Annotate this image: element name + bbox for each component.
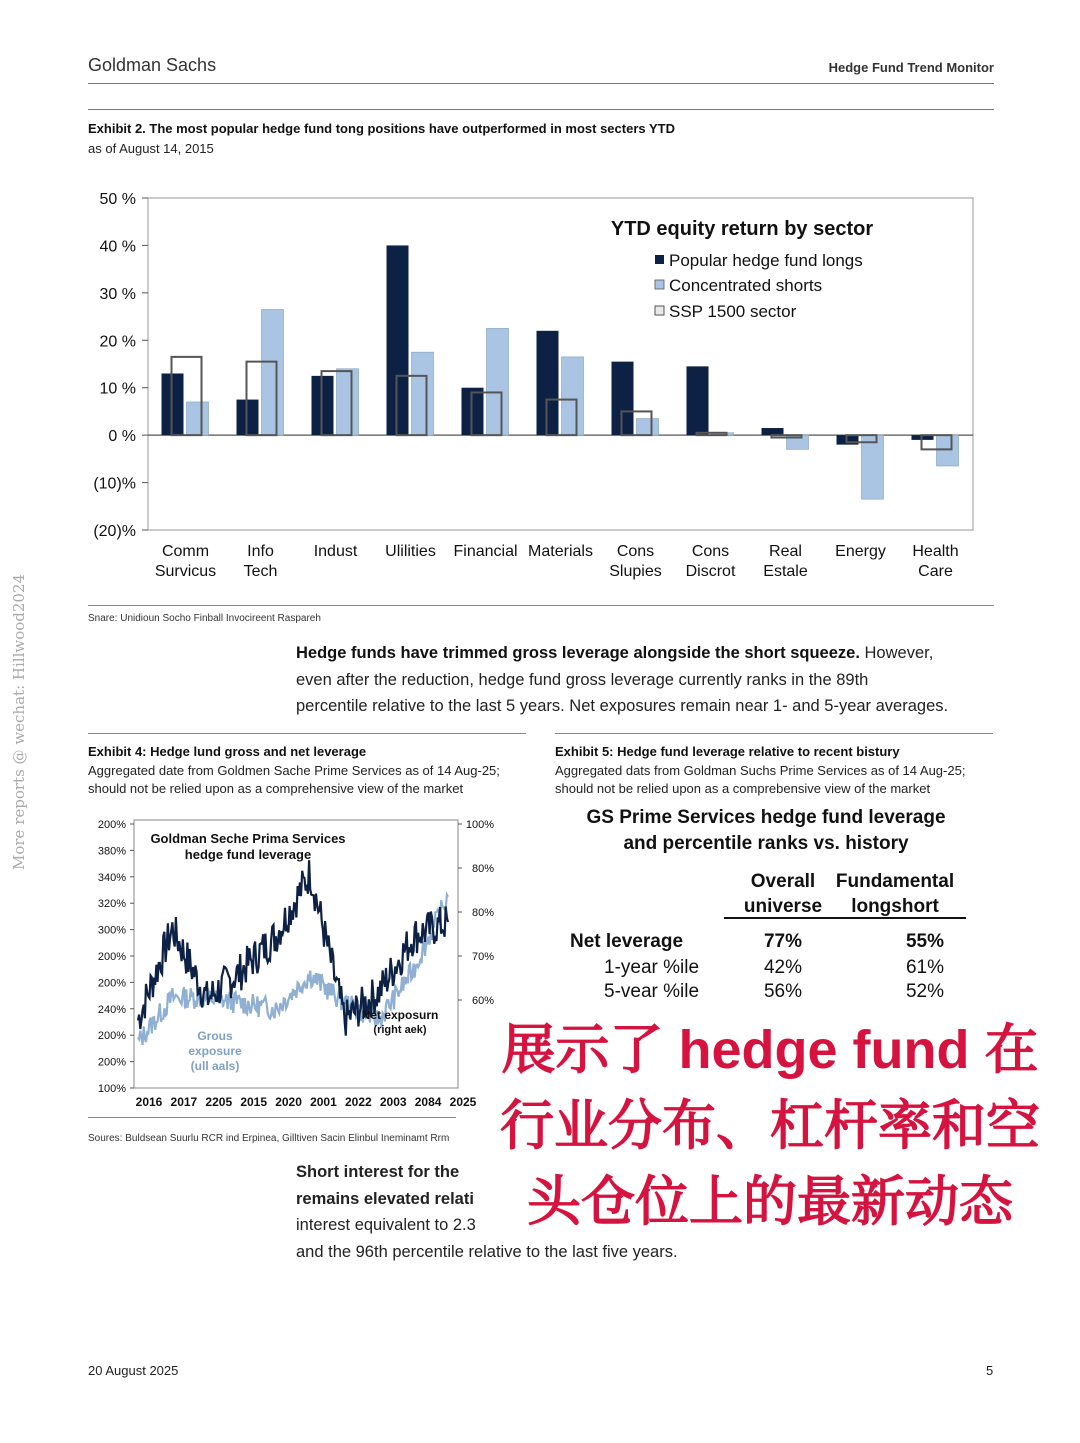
exhibit5-sub1: Aggregated dats from Goldman Suchs Prime Services as of 14 Aug-25; bbox=[555, 763, 966, 778]
y-tick-label: 20 % bbox=[99, 333, 136, 351]
paragraph-short-line3: interest equivalent to 2.3 bbox=[296, 1216, 476, 1234]
right-axis-label: 70% bbox=[471, 951, 494, 963]
right-axis-label: 100% bbox=[465, 819, 494, 831]
left-axis-label: 100% bbox=[97, 1083, 126, 1095]
paragraph-leverage-line3: percentile relative to the last 5 years. Net exposures remain near 1- and 5-year averages. bbox=[296, 697, 949, 715]
bar-shorts bbox=[562, 357, 584, 435]
category-label: Cons bbox=[691, 543, 730, 560]
paragraph-leverage-line2: even after the reduction, hedge fund gross leverage currently ranks in the 89th bbox=[296, 670, 869, 689]
category-label: Real bbox=[769, 543, 802, 560]
y-tick-label: 50 % bbox=[99, 191, 136, 208]
table-header-overall-1: Overall bbox=[750, 871, 816, 892]
legend-label-index: SSP 1500 sector bbox=[669, 302, 797, 321]
exhibit4-title: Exhibit 4: Hedge lund gross and net leverage bbox=[88, 744, 367, 759]
exhibit2-subtitle: as of August 14, 2015 bbox=[88, 141, 214, 156]
line-chart-title-1: Goldman Seche Prima Services bbox=[150, 831, 346, 846]
exhibit5-rule bbox=[555, 733, 993, 734]
bar-shorts bbox=[187, 402, 209, 435]
left-axis-label: 200% bbox=[97, 1030, 126, 1043]
category-label: Health bbox=[912, 543, 959, 560]
watermark-text: More reports @ wechat: Hillwood2024 bbox=[10, 573, 28, 870]
exhibit2-top-rule bbox=[88, 109, 994, 110]
exhibit4-source: Soures: Buldsean Suurlu RCR ind Erpinea, Gilltiven Sacin Elinbul Ineminamt Rrm bbox=[88, 1133, 450, 1144]
table-row-net-label: Net leverage bbox=[570, 931, 684, 952]
category-label: Materials bbox=[528, 543, 593, 560]
category-label: Slupies bbox=[609, 563, 662, 580]
y-tick-label: 30 % bbox=[99, 285, 136, 303]
exhibit2-source: Snare: Unidioun Socho Finball Invocireent Raspareh bbox=[88, 613, 321, 624]
category-label: Comm bbox=[161, 543, 210, 560]
exhibit4-sub2: should not be relied upon as a comprehensive view of the market bbox=[88, 781, 464, 796]
left-axis-label: 380% bbox=[97, 845, 126, 858]
x-axis-label: 2020 bbox=[275, 1095, 302, 1109]
x-axis-label: 2022 bbox=[344, 1095, 372, 1109]
legend-swatch-index bbox=[655, 306, 664, 315]
category-label: Ulilities bbox=[385, 543, 436, 560]
exhibit2-title: Exhibit 2. The most popular hedge fund tong positions have outperformed in most secters YTD bbox=[88, 121, 675, 136]
bar-longs bbox=[687, 366, 709, 435]
bar-shorts bbox=[487, 328, 509, 435]
paragraph-leverage-line1: However, bbox=[859, 644, 934, 662]
chart-title: YTD equity return by sector bbox=[610, 218, 874, 240]
table-row-1y-overall: 42% bbox=[763, 957, 803, 978]
left-axis-label: 200% bbox=[97, 819, 126, 831]
exhibit4-rule bbox=[88, 733, 526, 734]
gross-annotation-2: exposure bbox=[188, 1044, 242, 1058]
bar-shorts bbox=[637, 419, 659, 436]
table-header-overall-2: universe bbox=[743, 896, 823, 917]
table-row-5y-fundamental: 52% bbox=[905, 981, 945, 1002]
footer-date: 20 August 2025 bbox=[88, 1363, 179, 1378]
gross-annotation-1: Grous bbox=[197, 1029, 233, 1043]
left-axis-label: 240% bbox=[97, 1003, 126, 1016]
category-label: Discrot bbox=[685, 563, 736, 580]
paragraph-short-line4: and the 96th percentile relative to the last five years. bbox=[296, 1242, 678, 1261]
bar-shorts bbox=[262, 309, 284, 435]
exhibit5-title: Exhibit 5: Hedge fund leverage relative to recent bistury bbox=[555, 744, 900, 759]
right-axis-label: 80% bbox=[471, 907, 494, 919]
y-tick-label: 40 % bbox=[99, 238, 136, 256]
table-row-5y-label: 5-vear %ile bbox=[604, 981, 700, 1002]
header-firm-name: Goldman Sachs bbox=[88, 55, 217, 75]
exhibit4-bottom-rule bbox=[88, 1117, 456, 1118]
gross-annotation-3: (ull aals) bbox=[190, 1059, 240, 1073]
table-header-fundamental-1: Fundamental bbox=[835, 871, 955, 892]
header-report-title: Hedge Fund Trend Monitor bbox=[828, 60, 994, 75]
overlay-line-3: 头仓位上的最新动态 bbox=[527, 1172, 1013, 1232]
legend-swatch-longs bbox=[655, 255, 664, 264]
category-label: Estale bbox=[763, 563, 808, 580]
footer-page-number: 5 bbox=[986, 1363, 994, 1378]
bar-longs bbox=[762, 428, 784, 435]
bar-shorts bbox=[412, 352, 434, 435]
leverage-table-title bbox=[560, 805, 972, 857]
left-axis-label: 320% bbox=[97, 898, 126, 911]
legend-swatch-shorts bbox=[655, 280, 664, 289]
exhibit5-sub2: should not be relied upon as a comprebensive view of the market bbox=[555, 781, 931, 796]
leverage-line-chart bbox=[88, 810, 528, 1110]
table-header-fundamental-2: longshort bbox=[851, 896, 939, 917]
table-header-fundamental bbox=[826, 869, 964, 919]
y-tick-label: 0 % bbox=[108, 428, 136, 446]
x-axis-label: 2016 bbox=[135, 1095, 163, 1109]
legend-label-shorts: Concentrated shorts bbox=[669, 276, 823, 295]
y-tick-label: 10 % bbox=[99, 380, 136, 398]
paragraph-short-line2: remains elevated relati bbox=[296, 1189, 474, 1208]
table-row-1y-label: 1-year %ile bbox=[604, 957, 700, 978]
paragraph-short-line1: Short interest for the bbox=[296, 1163, 460, 1181]
bar-shorts bbox=[862, 435, 884, 499]
line-chart-title-2: hedge fund leverage bbox=[184, 847, 312, 862]
category-label: Care bbox=[918, 563, 953, 580]
table-row-net-fundamental: 55% bbox=[905, 931, 945, 952]
table-row-5y-overall: 56% bbox=[763, 981, 803, 1002]
left-axis-label: 200% bbox=[97, 1056, 126, 1069]
paragraph-leverage-lead: Hedge funds have trimmed gross leverage alongside the short squeeze. bbox=[296, 644, 860, 662]
left-axis-label: 200% bbox=[97, 977, 126, 990]
table-header-overall bbox=[730, 869, 836, 919]
bar-shorts bbox=[937, 435, 959, 466]
overlay-line-2: 行业分布、杠杆率和空 bbox=[500, 1096, 1040, 1156]
leverage-table-title-1: GS Prime Services hedge fund leverage bbox=[586, 807, 946, 828]
table-header-rule bbox=[724, 917, 966, 919]
leverage-table-title-2: and percentile ranks vs. history bbox=[623, 833, 909, 854]
exhibit4-sub1: Aggregated date from Goldmen Sache Prime Services as of 14 Aug-25; bbox=[88, 763, 500, 778]
x-axis-label: 2084 bbox=[414, 1095, 442, 1109]
overlay-caption bbox=[500, 1012, 1040, 1240]
net-annotation-1: Net exposurn bbox=[361, 1008, 439, 1022]
net-annotation-2: (right aek) bbox=[373, 1024, 427, 1036]
legend-label-longs: Popular hedge fund longs bbox=[669, 251, 863, 270]
left-axis-label: 200% bbox=[97, 951, 126, 963]
header-rule bbox=[88, 83, 994, 84]
paragraph-leverage bbox=[296, 640, 1006, 720]
exhibit2-bottom-rule bbox=[88, 605, 994, 606]
category-label: Survicus bbox=[154, 563, 217, 580]
right-axis-label: 80% bbox=[471, 863, 494, 875]
x-axis-label: 2001 bbox=[310, 1095, 337, 1109]
y-tick-label: (10)% bbox=[93, 475, 136, 493]
x-axis-label: 2015 bbox=[240, 1095, 268, 1109]
category-label: Indust bbox=[313, 543, 358, 560]
bar-shorts bbox=[337, 369, 359, 435]
x-axis-label: 2025 bbox=[449, 1095, 477, 1109]
left-axis-label: 300% bbox=[97, 924, 126, 937]
x-axis-label: 2003 bbox=[379, 1095, 407, 1109]
sector-return-bar-chart bbox=[80, 180, 1000, 600]
x-axis-label: 2205 bbox=[205, 1095, 233, 1109]
overlay-line-1: 展示了 hedge fund 在 bbox=[501, 1020, 1039, 1080]
category-label: Financial bbox=[453, 543, 518, 560]
category-label: Cons bbox=[616, 543, 655, 560]
y-tick-label: (20)% bbox=[93, 523, 136, 540]
category-label: Tech bbox=[243, 563, 278, 580]
category-label: Energy bbox=[835, 543, 886, 560]
right-axis-label: 60% bbox=[471, 995, 494, 1007]
left-axis-label: 340% bbox=[97, 871, 126, 884]
table-row-1y-fundamental: 61% bbox=[905, 957, 945, 978]
category-label: Info bbox=[247, 543, 274, 560]
table-row-net-overall: 77% bbox=[763, 931, 803, 952]
x-axis-label: 2017 bbox=[170, 1095, 198, 1109]
